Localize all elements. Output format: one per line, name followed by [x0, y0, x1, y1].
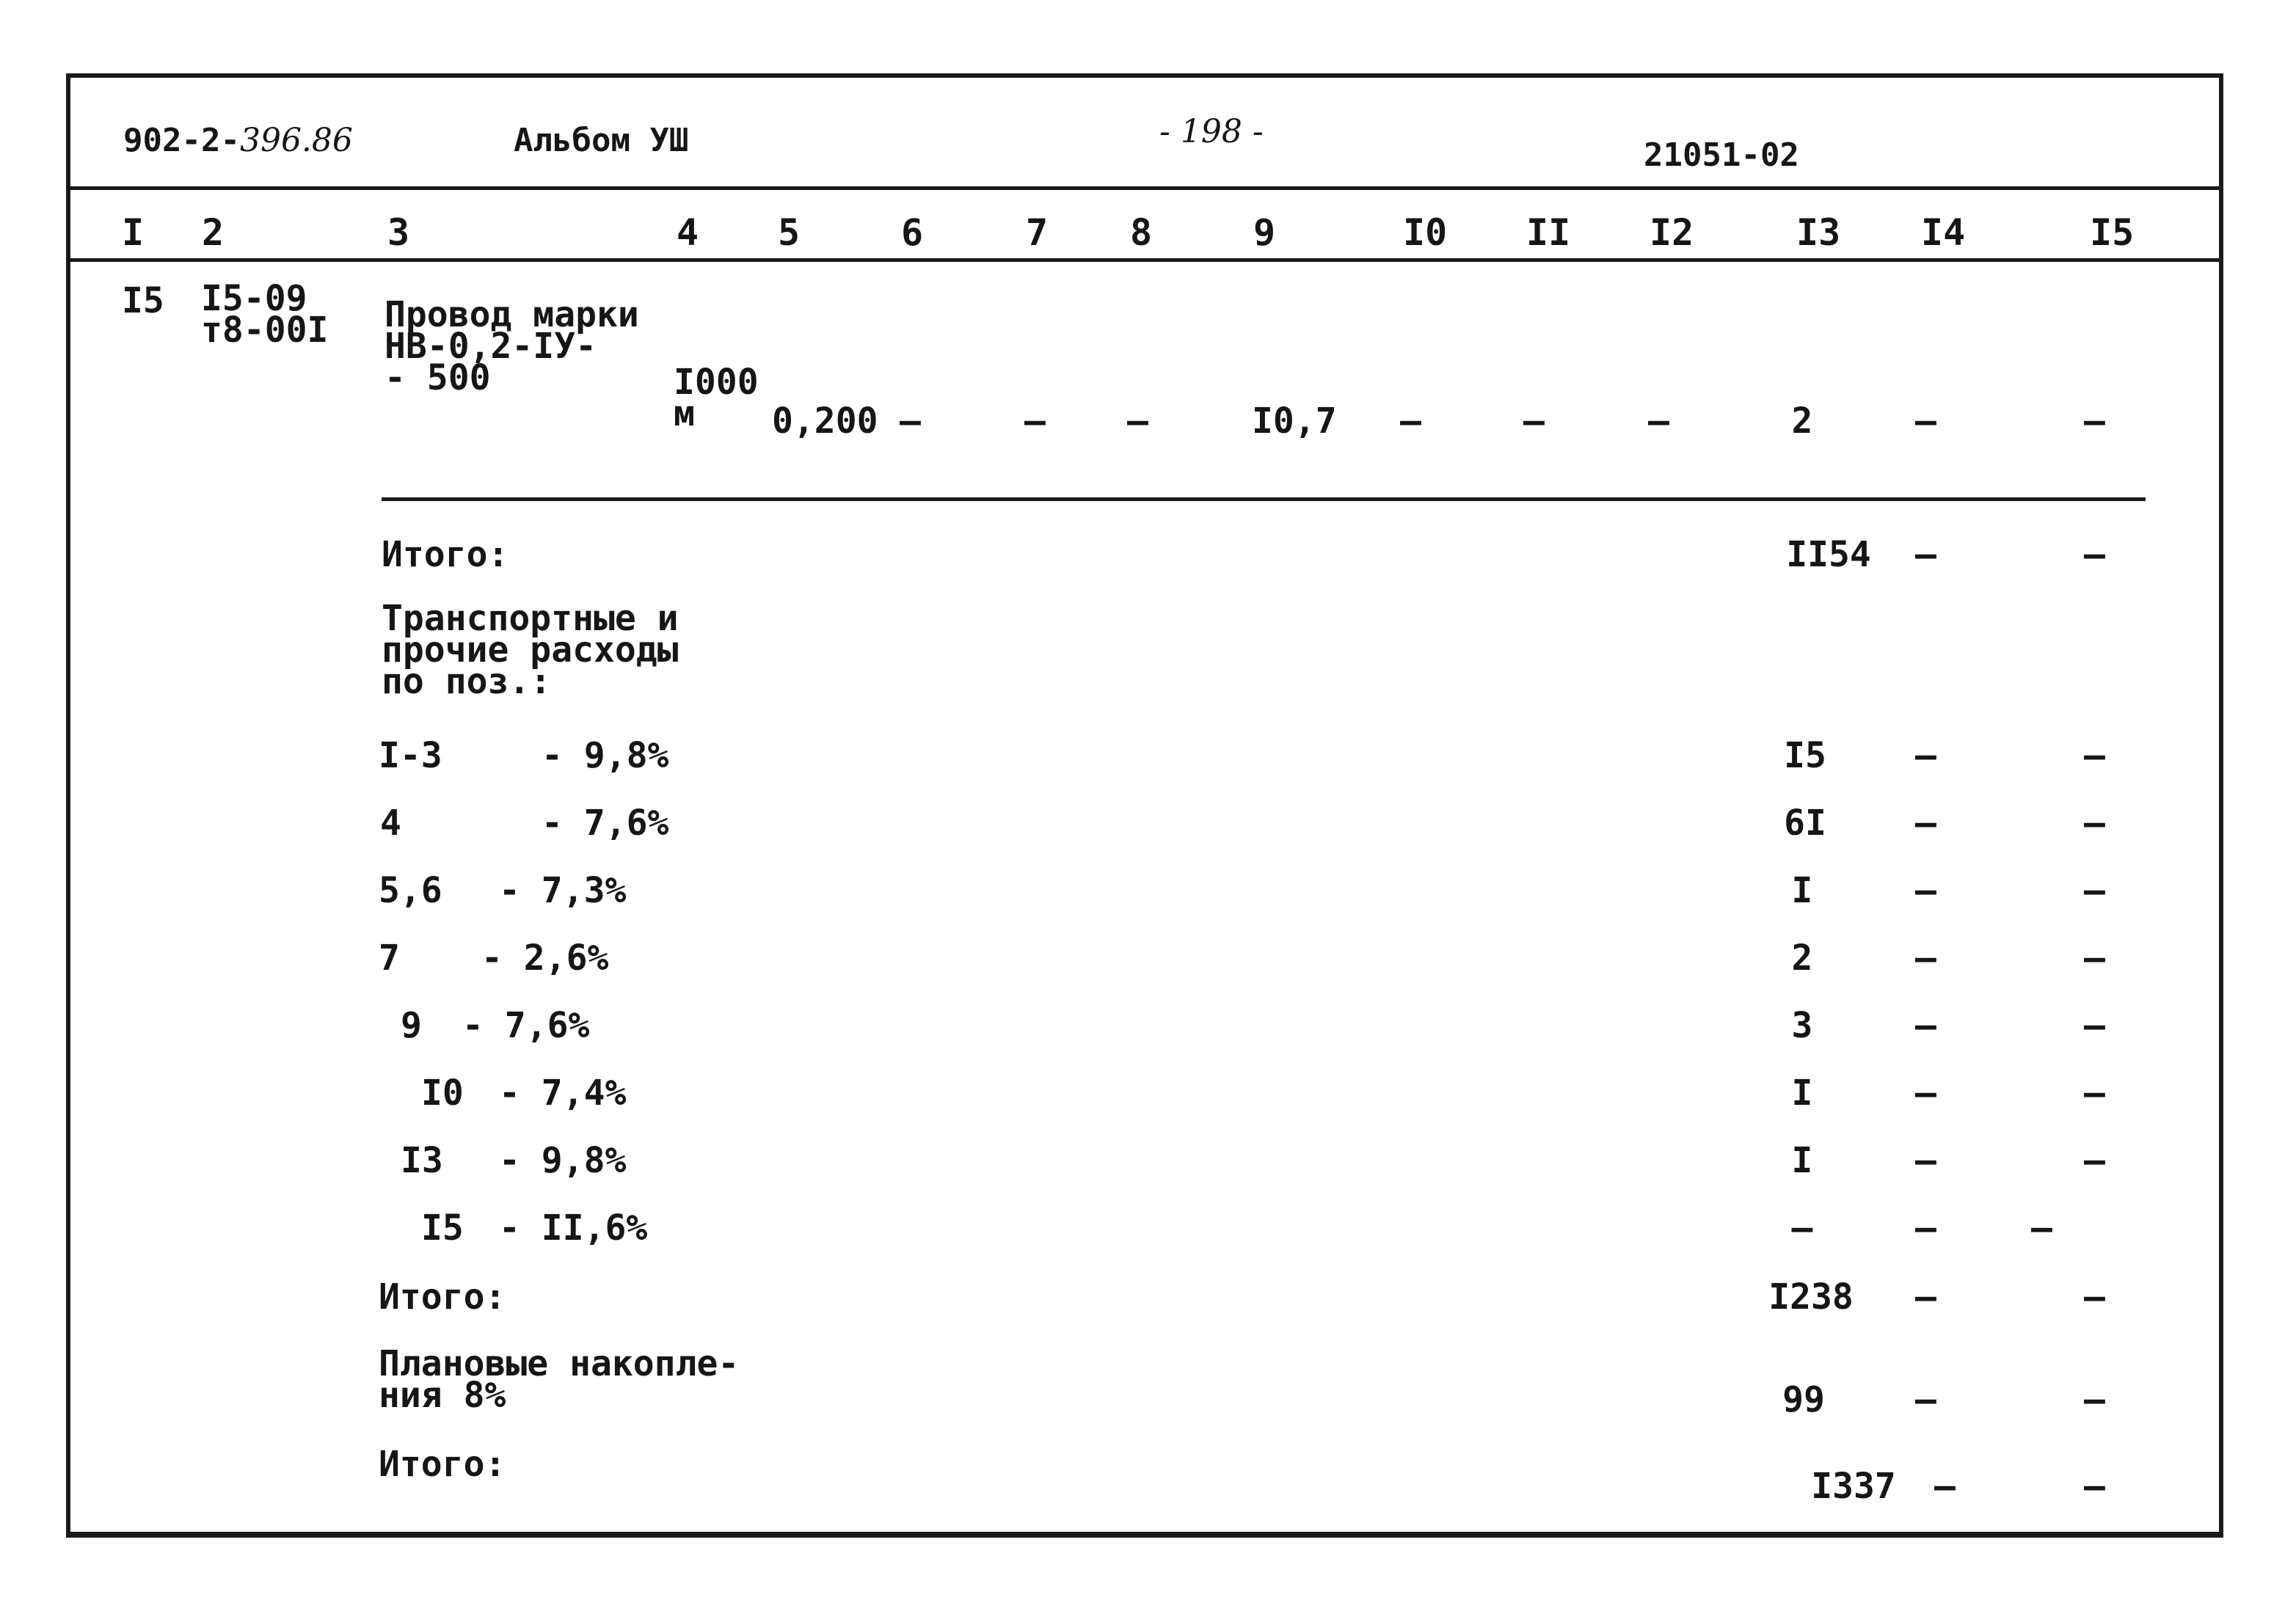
rate-col13: – [1791, 1208, 1813, 1249]
total1-col14: – [1915, 534, 1936, 575]
rate-value: - 7,6% [542, 803, 669, 844]
rate-value: - 9,8% [499, 1140, 627, 1181]
rate-pos: I3 [401, 1140, 443, 1181]
rate-col14: – [1915, 1005, 1936, 1046]
item-col9: I0,7 [1252, 401, 1337, 442]
total1-label: Итого: [382, 534, 509, 575]
rate-col13: I [1791, 1140, 1813, 1181]
column-number-8: 8 [1130, 211, 1153, 254]
rate-value: - II,6% [499, 1208, 648, 1249]
total2-col14: – [1915, 1276, 1936, 1318]
column-number-9: 9 [1253, 211, 1276, 254]
rate-pos: I0 [421, 1073, 464, 1114]
rate-col14: – [1915, 938, 1936, 979]
item-col14: – [1915, 401, 1936, 442]
column-number-14: I4 [1921, 211, 1966, 254]
column-number-12: I2 [1650, 211, 1694, 254]
rate-value: - 2,6% [481, 938, 609, 979]
rate-col13: 2 [1791, 938, 1813, 979]
total3-col14: – [1934, 1466, 1956, 1507]
total3-col15: – [2084, 1466, 2105, 1507]
total2-label: Итого: [379, 1276, 506, 1318]
rate-col13: 6I [1784, 803, 1826, 844]
column-number-10: I0 [1403, 211, 1448, 254]
transport-label: Транспортные и прочие расходы по поз.: [382, 598, 679, 703]
rate-col15: – [2084, 870, 2105, 911]
column-number-4: 4 [677, 211, 699, 254]
planned-col14: – [1915, 1379, 1936, 1420]
column-number-15: I5 [2090, 211, 2135, 254]
item-col11: – [1523, 401, 1545, 442]
document-code-prefix: 902-2- [123, 122, 240, 159]
total1-col13: II54 [1786, 534, 1871, 575]
rate-col15: – [2084, 1005, 2105, 1046]
rate-value: - 7,4% [499, 1073, 627, 1114]
total3-col13: I337 [1811, 1466, 1896, 1507]
rate-col14: – [1915, 1140, 1936, 1181]
rate-col13: I [1791, 870, 1813, 911]
header-divider [70, 186, 2219, 190]
rate-col15: – [2084, 1140, 2105, 1181]
column-number-11: II [1526, 211, 1571, 254]
rate-col14: – [1915, 735, 1936, 776]
column-number-7: 7 [1026, 211, 1049, 254]
item-col13: 2 [1791, 401, 1813, 442]
rate-col15: – [2084, 803, 2105, 844]
item-col6: – [900, 401, 921, 442]
album-label: Альбом УШ [514, 122, 689, 159]
total1-col15: – [2084, 534, 2105, 575]
rate-col14: – [1915, 1208, 1936, 1249]
rate-col13: 3 [1791, 1005, 1813, 1046]
column-number-3: 3 [387, 211, 410, 254]
item-col2: I5-09 т8-00I [201, 278, 329, 351]
item-col8: – [1127, 401, 1148, 442]
item-divider [382, 497, 2146, 501]
rate-value: - 7,3% [499, 870, 627, 911]
planned-savings-label: Плановые накопле- ния 8% [379, 1343, 740, 1417]
column-number-2: 2 [202, 211, 225, 254]
rate-col14: – [1915, 1073, 1936, 1114]
item-col1: I5 [122, 280, 164, 321]
rate-col15: – [2031, 1208, 2052, 1249]
item-col5: 0,200 [772, 401, 878, 442]
page-number: - 198 - [1159, 113, 1264, 150]
item-col3: Провод марки НВ-0,2-IУ- - 500 [385, 294, 639, 399]
column-number-1: I [122, 211, 145, 254]
total3-label: Итого: [379, 1444, 506, 1485]
rate-pos: I5 [421, 1208, 464, 1249]
planned-col15: – [2084, 1379, 2105, 1420]
column-number-6: 6 [901, 211, 924, 254]
rate-col15: – [2084, 735, 2105, 776]
rate-pos: 4 [380, 803, 401, 844]
rate-col14: – [1915, 803, 1936, 844]
rate-value: - 7,6% [462, 1005, 590, 1046]
item-col4: I000 м [674, 362, 759, 435]
document-code [123, 122, 353, 159]
column-number-13: I3 [1796, 211, 1841, 254]
column-header-divider [70, 258, 2219, 262]
planned-col13: 99 [1782, 1379, 1825, 1420]
item-col12: – [1648, 401, 1669, 442]
item-col15: – [2084, 401, 2105, 442]
document-code-handwritten: 396.86 [239, 122, 353, 159]
sheet-code: 21051-02 [1644, 136, 1799, 174]
rate-pos: 5,6 [379, 870, 442, 911]
item-col10: – [1400, 401, 1421, 442]
rate-col13: I5 [1784, 735, 1826, 776]
column-number-5: 5 [778, 211, 801, 254]
rate-col14: – [1915, 870, 1936, 911]
rate-value: - 9,8% [542, 735, 669, 776]
rate-pos: 9 [401, 1005, 422, 1046]
rate-pos: I-3 [379, 735, 442, 776]
rate-col13: I [1791, 1073, 1813, 1114]
rate-col15: – [2084, 938, 2105, 979]
total2-col15: – [2084, 1276, 2105, 1318]
rate-pos: 7 [379, 938, 400, 979]
rate-col15: – [2084, 1073, 2105, 1114]
total2-col13: I238 [1768, 1276, 1854, 1318]
item-col7: – [1024, 401, 1046, 442]
